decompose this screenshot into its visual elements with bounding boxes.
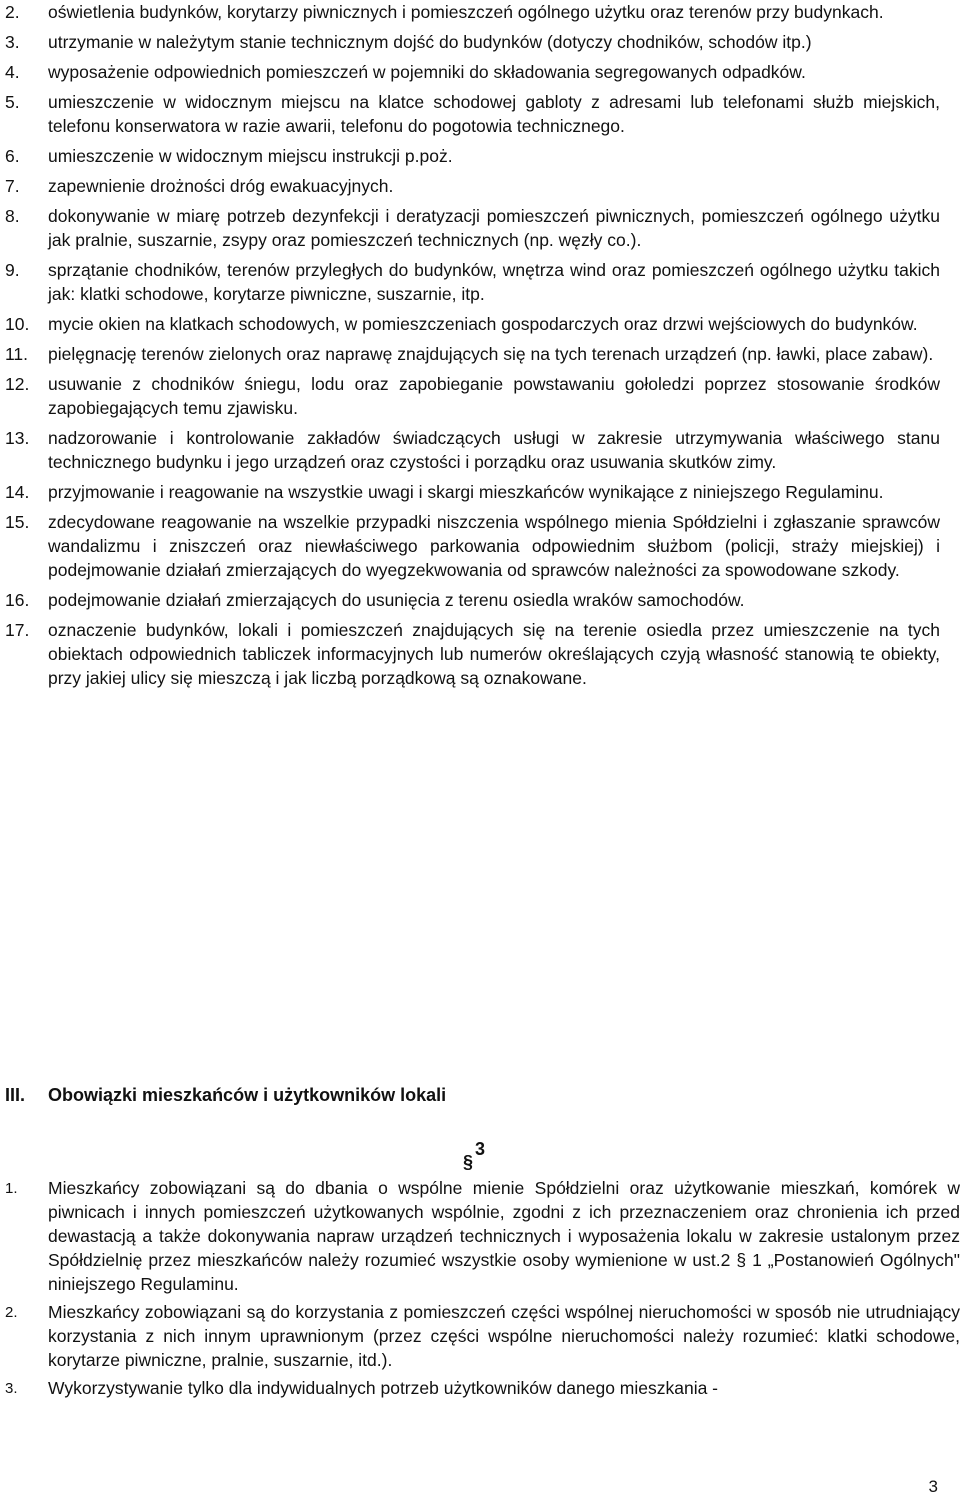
item-number: 16. — [5, 590, 30, 610]
item-text: zdecydowane reagowanie na wszelkie przypadki niszczenia wspólnego mienia Spółdzielni i zgłaszanie sprawców wandalizmu i zniszczeń oraz niewłaściwego parkowania odpowiednim służbom (policji, straży miejskiej) i podejmowanie działań zmierzających do wyegzekwowania od sprawców należności za spowodowane szkody. — [48, 512, 940, 580]
item-number: 9. — [5, 260, 20, 280]
item-number: 2. — [5, 2, 20, 22]
item-text: pielęgnację terenów zielonych oraz naprawę znajdujących się na tych terenach urządzeń (np. ławki, place zabaw). — [48, 344, 934, 364]
paragraph-number: 3 — [475, 1139, 486, 1159]
item-number: 8. — [5, 206, 20, 226]
item-text: przyjmowanie i reagowanie na wszystkie uwagi i skargi mieszkańców wynikające z niniejszego Regulaminu. — [48, 482, 884, 502]
item-number: 7. — [5, 176, 20, 196]
item-text: oznaczenie budynków, lokali i pomieszczeń znajdujących się na terenie osiedla przez umieszczenie na tych obiektach odpowiednich tabliczek informacyjnych lub numerów określających czyją własność stanowią te obiekty, przy jakiej ulicy się mieszczą i jak liczbą porządkową są oznakowane. — [48, 620, 940, 688]
duties-list — [5, 0, 940, 696]
list-item — [5, 1300, 960, 1372]
item-number: 6. — [5, 146, 20, 166]
section-sign-icon: § — [463, 1152, 474, 1172]
item-text: umieszczenie w widocznym miejscu instrukcji p.poż. — [48, 146, 453, 166]
list-item — [5, 480, 940, 504]
item-text: nadzorowanie i kontrolowanie zakładów świadczących usługi w zakresie utrzymywania właściwego stanu technicznego budynku i jego urządzeń oraz czystości i porządku oraz usuwania skutków zimy. — [48, 428, 940, 472]
list-item — [5, 372, 940, 420]
list-item — [5, 0, 940, 24]
item-text: podejmowanie działań zmierzających do usunięcia z terenu osiedla wraków samochodów. — [48, 590, 745, 610]
list-item — [5, 426, 940, 474]
item-number: 13. — [5, 428, 30, 448]
paragraph-marker — [463, 1137, 486, 1172]
list-item — [5, 60, 940, 84]
list-item — [5, 1376, 960, 1401]
item-number: 12. — [5, 374, 30, 394]
item-number: 3. — [5, 32, 20, 52]
list-item — [5, 1176, 960, 1296]
item-text: Mieszkańcy zobowiązani są do korzystania z pomieszczeń części wspólnej nieruchomości w sposób nie utrudniający korzystania z nich innym uprawnionym (przez części wspólne nieruchomości należy rozumieć: klatki schodowe, korytarze piwniczne, pralnie, suszarnie, itd.). — [48, 1302, 960, 1370]
item-number: 14. — [5, 482, 30, 502]
item-text: wyposażenie odpowiednich pomieszczeń w pojemniki do składowania segregowanych odpadków. — [48, 62, 806, 82]
item-text: dokonywanie w miarę potrzeb dezynfekcji i deratyzacji pomieszczeń piwnicznych, pomieszczeń ogólnego użytku jak pralnie, suszarnie, zsypy oraz pomieszczeń technicznych (np. węzły co.). — [48, 206, 940, 250]
item-text: Mieszkańcy zobowiązani są do dbania o wspólne mienie Spółdzielni oraz użytkowanie mieszkań, komórek w piwnicach i innych pomieszczeń użytkowanych wspólnie, zgodni z ich przeznaczeniem oraz chronienia ich przed dewastacją a także dokonywania napraw urządzeń technicznych i wyposażenia lokalu w zakresie ustalonym przez Spółdzielnię przez mieszkańców należy rozumieć wszystkie osoby wymienione w ust.2 § 1 „Postanowień Ogólnych" niniejszego Regulaminu. — [48, 1178, 960, 1294]
item-number: 11. — [5, 344, 29, 364]
item-text: zapewnienie drożności dróg ewakuacyjnych. — [48, 176, 394, 196]
item-number: 1. — [5, 1180, 18, 1197]
list-item — [5, 90, 940, 138]
section-number: III. — [5, 1085, 26, 1105]
item-number: 17. — [5, 620, 30, 640]
item-number: 10. — [5, 314, 30, 334]
item-text: oświetlenia budynków, korytarzy piwnicznych i pomieszczeń ogólnego użytku oraz terenów przy budynkach. — [48, 2, 884, 22]
list-item — [5, 342, 940, 366]
list-item — [5, 618, 940, 690]
section-title: Obowiązki mieszkańców i użytkowników lokali — [48, 1085, 447, 1105]
list-item — [5, 588, 940, 612]
item-text: Wykorzystywanie tylko dla indywidualnych potrzeb użytkowników danego mieszkania - — [48, 1378, 719, 1398]
item-number: 5. — [5, 92, 20, 112]
list-item — [5, 144, 940, 168]
item-text: usuwanie z chodników śniegu, lodu oraz zapobieganie powstawaniu gołoledzi poprzez stosowanie środków zapobiegających temu zjawisku. — [48, 374, 940, 418]
list-item — [5, 204, 940, 252]
item-text: utrzymanie w należytym stanie technicznym dojść do budynków (dotyczy chodników, schodów itp.) — [48, 32, 812, 52]
item-number: 2. — [5, 1304, 18, 1321]
item-text: umieszczenie w widocznym miejscu na klatce schodowej gabloty z adresami lub telefonami służb miejskich, telefonu konserwatora w razie awarii, telefonu do pogotowia technicznego. — [48, 92, 940, 136]
list-item — [5, 30, 940, 54]
item-number: 4. — [5, 62, 20, 82]
item-number: 15. — [5, 512, 30, 532]
page-number: 3 — [928, 1477, 938, 1496]
item-number: 3. — [5, 1380, 18, 1397]
item-text: mycie okien na klatkach schodowych, w pomieszczeniach gospodarczych oraz drzwi wejściowych do budynków. — [48, 314, 918, 334]
obligations-list — [5, 1176, 960, 1405]
item-text: sprzątanie chodników, terenów przyległych do budynków, wnętrza wind oraz pomieszczeń ogólnego użytku takich jak: klatki schodowe, korytarze piwniczne, suszarnie, itp. — [48, 260, 940, 304]
list-item — [5, 510, 940, 582]
list-item — [5, 312, 940, 336]
section-heading — [5, 1083, 446, 1107]
list-item — [5, 258, 940, 306]
list-item — [5, 174, 940, 198]
